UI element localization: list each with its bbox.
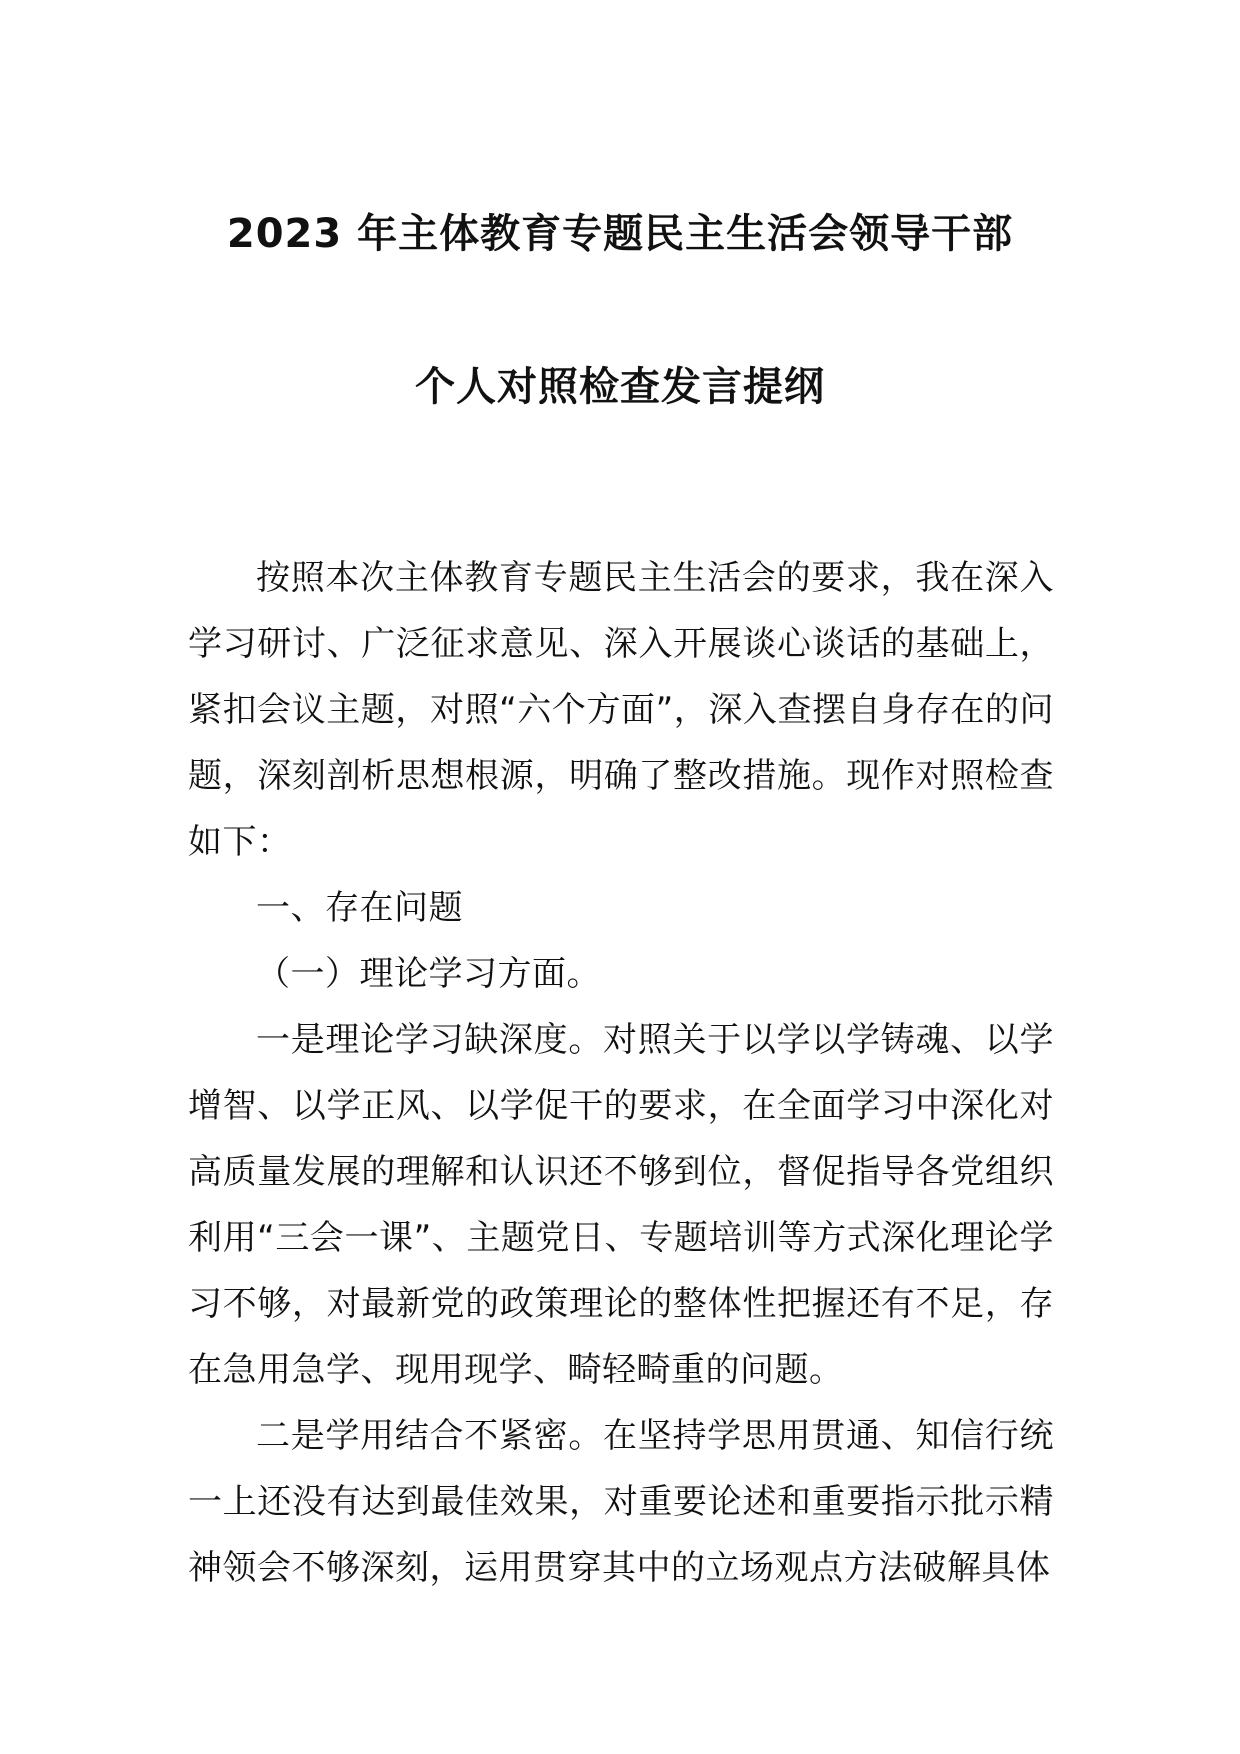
problem-paragraph-1: 一是理论学习缺深度。对照关于以学以学铸魂、以学增智、以学正风、以学促干的要求，在全面学习中深化对高质量发展的理解和认识还不够到位，督促指导各党组织利用“三会一课”、主题党日、专题培训等方式深化理论学习不够，对最新党的政策理论的整体性把握还有不足，存在急用急学、现用现学、畸轻畸重的问题。 [188, 1020, 1054, 1390]
document-title-line-1: 2023 年主体教育专题民主生活会领导干部 [226, 211, 1014, 257]
problem-paragraph-2: 二是学用结合不紧密。在坚持学思用贯通、知信行统一上还没有达到最佳效果，对重要论述和重要指示批示精神领会不够深刻，运用贯穿其中的立场观点方法破解具体 [188, 1416, 1054, 1588]
subsection-heading-theory-study: （一）理论学习方面。 [256, 954, 601, 994]
intro-paragraph: 按照本次主体教育专题民主生活会的要求，我在深入学习研讨、广泛征求意见、深入开展谈心谈话的基础上，紧扣会议主题，对照“六个方面”，深入查摆自身存在的问题，深刻剖析思想根源，明确了整改措施。现作对照检查如下： [188, 558, 1054, 862]
document-body [188, 545, 1054, 1601]
section-heading-existing-problems: 一、存在问题 [256, 888, 463, 928]
document-title-line-2: 个人对照检查发言提纲 [415, 364, 825, 410]
